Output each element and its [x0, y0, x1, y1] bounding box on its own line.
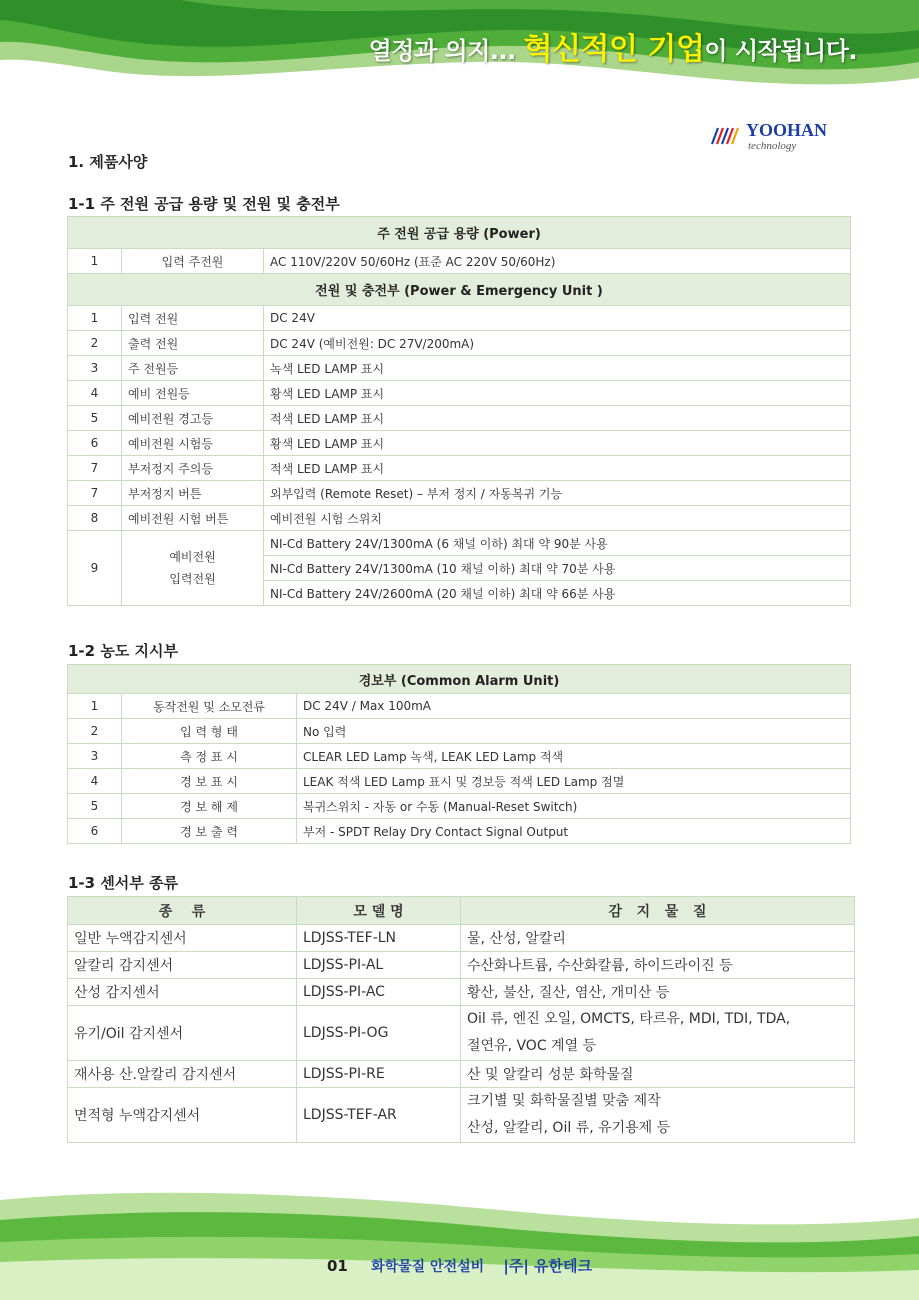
row-num: 5 — [68, 406, 122, 431]
battery-label-line1: 예비전원 — [169, 550, 216, 564]
row-label: 경 보 해 제 — [122, 794, 297, 819]
alarm-unit-table — [67, 664, 851, 844]
row-label: 입력 전원 — [122, 306, 264, 331]
sensor-substance: 수산화나트륨, 수산화칼륨, 하이드라이진 등 — [461, 952, 855, 979]
table-row — [68, 306, 851, 331]
emergency-group-title: 전원 및 충전부 (Power & Emergency Unit ) — [68, 274, 851, 306]
power-group-title: 주 전원 공급 용량 (Power) — [68, 217, 851, 249]
row-num: 4 — [68, 381, 122, 406]
battery-label-line2: 입력전원 — [169, 572, 216, 586]
table-row — [68, 431, 851, 456]
row-num: 1 — [68, 249, 122, 274]
row-value: 부저 - SPDT Relay Dry Contact Signal Output — [297, 819, 851, 844]
row-value: 외부입력 (Remote Reset) – 부저 정지 / 자동복귀 기능 — [264, 481, 851, 506]
table-row — [68, 1088, 855, 1143]
table-row — [68, 952, 855, 979]
table-row — [68, 456, 851, 481]
substance-line2: 산성, 알칼리, Oil 류, 유기용제 등 — [467, 1120, 671, 1136]
row-num: 6 — [68, 819, 122, 844]
logo-sub: technology — [748, 140, 797, 152]
sensor-substance — [461, 1088, 855, 1143]
table-row — [68, 719, 851, 744]
row-value: 녹색 LED LAMP 표시 — [264, 356, 851, 381]
row-num: 3 — [68, 356, 122, 381]
row-label: 출력 전원 — [122, 331, 264, 356]
row-label: 입력 주전원 — [122, 249, 264, 274]
row-num: 5 — [68, 794, 122, 819]
row-label: 동작전원 및 소모전류 — [122, 694, 297, 719]
row-num: 2 — [68, 331, 122, 356]
section-title-1: 1. 제품사양 — [68, 153, 148, 171]
header-model: 모 델 명 — [297, 897, 461, 925]
row-num: 1 — [68, 694, 122, 719]
sensor-type-table — [67, 896, 855, 1143]
sensor-model: LDJSS-PI-AL — [297, 952, 461, 979]
row-label: 예비 전원등 — [122, 381, 264, 406]
header-slogan: 열정과 의지... 혁신적인 기업이 시작됩니다. — [368, 32, 857, 67]
row-value: 적색 LED LAMP 표시 — [264, 456, 851, 481]
row-num: 3 — [68, 744, 122, 769]
table-row — [68, 1061, 855, 1088]
header-type: 종 류 — [68, 897, 297, 925]
section-title-1-2: 1-2 농도 지시부 — [68, 642, 178, 660]
row-label: 측 정 표 시 — [122, 744, 297, 769]
section-title-1-1: 1-1 주 전원 공급 용량 및 전원 및 충전부 — [68, 195, 340, 213]
sensor-type: 알칼리 감지센서 — [68, 952, 297, 979]
row-value: 예비전원 시험 스위치 — [264, 506, 851, 531]
table-row — [68, 1006, 855, 1061]
row-value: No 입력 — [297, 719, 851, 744]
row-value: 황색 LED LAMP 표시 — [264, 431, 851, 456]
sensor-type: 산성 감지센서 — [68, 979, 297, 1006]
table-row — [68, 744, 851, 769]
row-value: CLEAR LED Lamp 녹색, LEAK LED Lamp 적색 — [297, 744, 851, 769]
table-row — [68, 531, 851, 556]
substance-line1: Oil 류, 엔진 오일, OMCTS, 타르유, MDI, TDI, TDA, — [467, 1011, 791, 1027]
sensor-type: 재사용 산.알칼리 감지센서 — [68, 1061, 297, 1088]
table-row — [68, 356, 851, 381]
row-value: 적색 LED LAMP 표시 — [264, 406, 851, 431]
header-substance: 감 지 물 질 — [461, 897, 855, 925]
battery-label — [122, 531, 264, 606]
table-row — [68, 249, 851, 274]
table-row — [68, 506, 851, 531]
logo-stripes-icon — [712, 128, 738, 144]
footer-wave-banner — [0, 1190, 919, 1300]
table-row — [68, 331, 851, 356]
row-num: 7 — [68, 481, 122, 506]
row-label: 예비전원 경고등 — [122, 406, 264, 431]
power-spec-table — [67, 216, 851, 606]
row-num: 6 — [68, 431, 122, 456]
row-num: 9 — [68, 531, 122, 606]
footer — [0, 1255, 919, 1276]
row-label: 경 보 표 시 — [122, 769, 297, 794]
table-row — [68, 794, 851, 819]
sensor-model: LDJSS-PI-RE — [297, 1061, 461, 1088]
table-row — [68, 979, 855, 1006]
row-value: DC 24V / Max 100mA — [297, 694, 851, 719]
table-row — [68, 406, 851, 431]
sensor-model: LDJSS-TEF-LN — [297, 925, 461, 952]
table-row — [68, 819, 851, 844]
substance-line1: 크기별 및 화학물질별 맞춤 제작 — [467, 1093, 661, 1109]
table-row — [68, 694, 851, 719]
sensor-model: LDJSS-PI-AC — [297, 979, 461, 1006]
sensor-model: LDJSS-TEF-AR — [297, 1088, 461, 1143]
battery-value: NI-Cd Battery 24V/2600mA (20 채널 이하) 최대 약 66분 사용 — [264, 581, 851, 606]
sensor-type: 일반 누액감지센서 — [68, 925, 297, 952]
battery-value: NI-Cd Battery 24V/1300mA (6 채널 이하) 최대 약 90분 사용 — [264, 531, 851, 556]
row-num: 7 — [68, 456, 122, 481]
sensor-substance: 물, 산성, 알칼리 — [461, 925, 855, 952]
table-row — [68, 925, 855, 952]
row-label: 예비전원 시험등 — [122, 431, 264, 456]
row-num: 8 — [68, 506, 122, 531]
row-value: DC 24V (예비전원: DC 27V/200mA) — [264, 331, 851, 356]
row-value: 복귀스위치 - 자동 or 수동 (Manual-Reset Switch) — [297, 794, 851, 819]
sensor-substance: 황산, 불산, 질산, 염산, 개미산 등 — [461, 979, 855, 1006]
row-num: 2 — [68, 719, 122, 744]
row-label: 예비전원 시험 버튼 — [122, 506, 264, 531]
sensor-substance: 산 및 알칼리 성분 화학물질 — [461, 1061, 855, 1088]
row-label: 주 전원등 — [122, 356, 264, 381]
substance-line2: 절연유, VOC 계열 등 — [467, 1038, 597, 1054]
row-label: 부저정지 주의등 — [122, 456, 264, 481]
footer-label: 화학물질 안전설비 — [371, 1259, 485, 1275]
sensor-substance — [461, 1006, 855, 1061]
battery-value: NI-Cd Battery 24V/1300mA (10 채널 이하) 최대 약 70분 사용 — [264, 556, 851, 581]
alarm-group-title: 경보부 (Common Alarm Unit) — [68, 665, 851, 694]
section-title-1-3: 1-3 센서부 종류 — [68, 874, 178, 892]
sensor-type: 면적형 누액감지센서 — [68, 1088, 297, 1143]
row-label: 경 보 출 력 — [122, 819, 297, 844]
table-row — [68, 381, 851, 406]
row-num: 4 — [68, 769, 122, 794]
footer-company: |주| 유한테크 — [503, 1257, 593, 1275]
row-label: 입 력 형 태 — [122, 719, 297, 744]
table-row — [68, 481, 851, 506]
company-logo — [708, 114, 858, 154]
row-value: DC 24V — [264, 306, 851, 331]
page-number: 01 — [326, 1257, 348, 1275]
row-value: AC 110V/220V 50/60Hz (표준 AC 220V 50/60Hz) — [264, 249, 851, 274]
row-num: 1 — [68, 306, 122, 331]
logo-word: YOOHAN — [746, 120, 827, 140]
row-label: 부저정지 버튼 — [122, 481, 264, 506]
sensor-model: LDJSS-PI-OG — [297, 1006, 461, 1061]
sensor-type: 유기/Oil 감지센서 — [68, 1006, 297, 1061]
row-value: LEAK 적색 LED Lamp 표시 및 경보등 적색 LED Lamp 점멸 — [297, 769, 851, 794]
row-value: 황색 LED LAMP 표시 — [264, 381, 851, 406]
table-row — [68, 769, 851, 794]
